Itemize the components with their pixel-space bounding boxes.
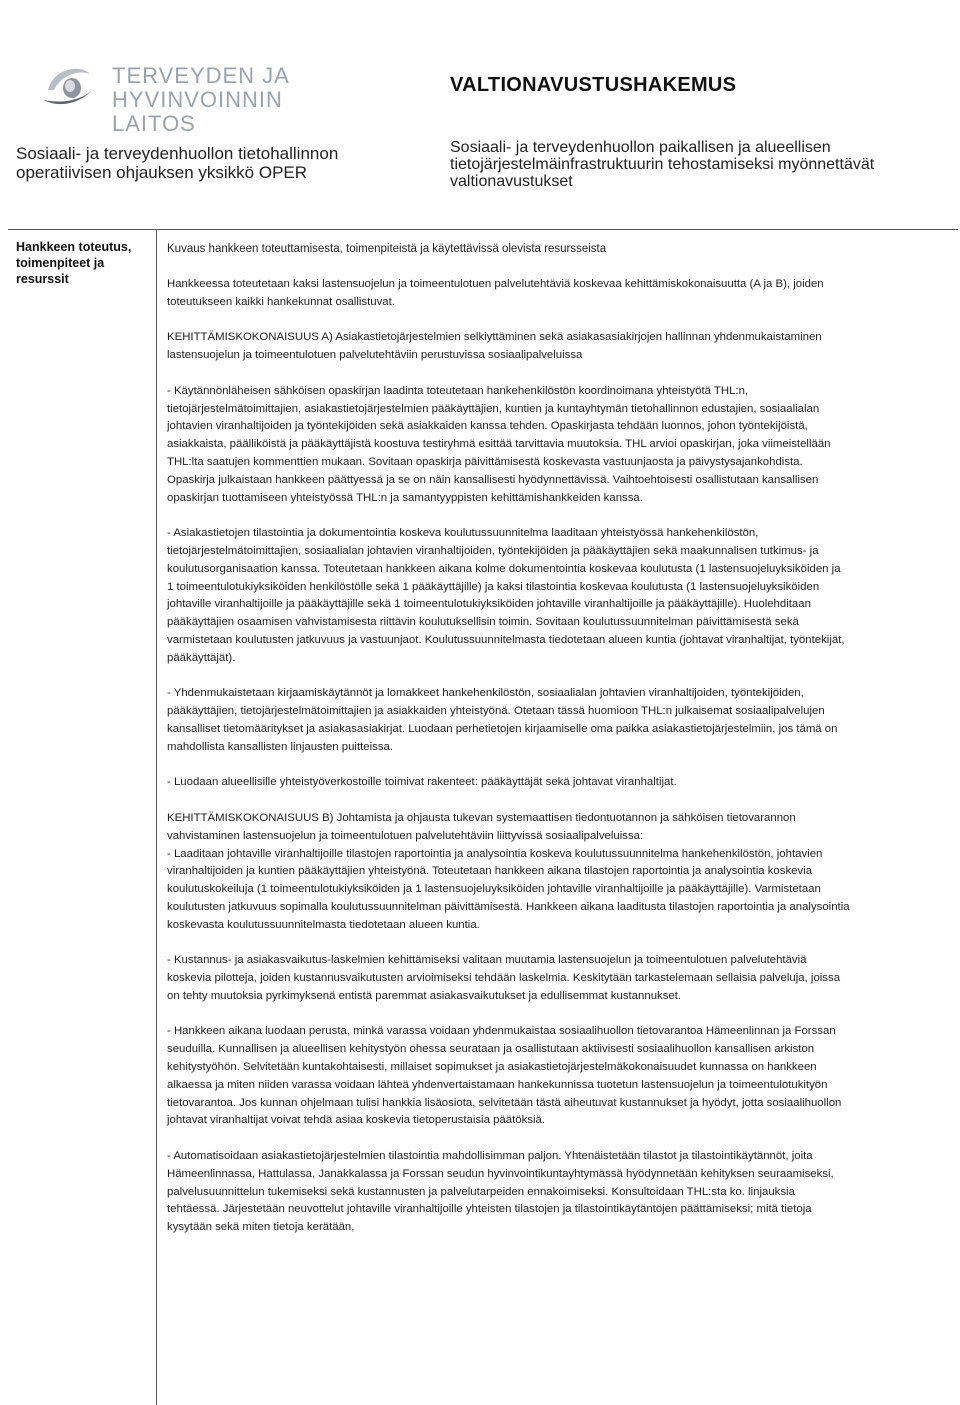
table-top-rule [8,229,958,230]
paragraph: - Käytännönläheisen sähköisen opaskirjan laadinta toteutetaan hankehenkilöstön koordinoimana yhteistyötä THL:n, tietojärjestelmätoimittajien, asiakastietojärjestelmien pääkäyttäjien, kuntien ja kuntayhtymän tietohallinnon edustajien, sosiaalialan johtavien viranhaltijoiden ja työntekijöiden sekä asiakkaiden kanssa tehden. Opaskirjasta tehdään luonnos, johon työntekijöistä, asiakkaista, päälliköistä ja pääkäyttäjistä koostuva testiryhmä esittää tarvittavia muutoksia. THL arvioi opaskirjan, joka viimeistellään THL:lta saatujen kommenttien mukaan. Sovitaan opaskirja päivittämisestä koskevasta vastuunjaosta ja päivystysajankohdista. Opaskirja julkaistaan hankkeen päättyessä ja se on näin kansallisesti hyödynnettävissä. Vaihtoehtoisesti osallistutaan kansallisen opaskirjan tuottamiseen yhteistyössä THL:n ja samantyyppisten kehittämishankkeiden kanssa. [167,384,831,504]
paragraph: - Hankkeen aikana luodaan perusta, minkä varassa voidaan yhdenmukaistaa sosiaalihuollon tietovarantoa Hämeenlinnan ja Forssan seuduilla. Kunnallisen ja alueellisen kehitystyön ohessa seurataan ja osallistutaan aktiivisesti sosiaalihuollon kansallisen arkiston kehitystyöhön. Selvitetään kuntakohtaisesti, millaiset sopimukset ja asiakastietojärjestelmäkokonaisuudet kunnassa on hankkeen alkaessa ja miten niiden varassa voidaan lähteä yhdenvertaistamaan hankekunnissa tuotetun lastensuojelun ja toimeentulotukityön tietovarantoa. Jos kunnan ohjelmaan tulisi hankkia lisäosiota, selvitetään tästä aiheutuvat kustannukset ja hyödyt, jotta sosiaalihuollon johtavat viranhaltijat voivat tehdä asiaa koskevia tietoperustaisia päätöksiä. [167,1025,842,1127]
paragraph: - Luodaan alueellisille yhteistyöverkostoille toimivat rakenteet: pääkäyttäjät sekä johtavat viranhaltijat. [167,776,677,789]
paragraph: - Kustannus- ja asiakasvaikutus-laskelmien kehittämiseksi valitaan muutamia lastensuojelun ja toimeentulotuen palvelutehtäviä koskevia pilotteja, joiden kustannusvaikutusten arvioimiseksi tehdään laskelmia. Keskitytään tarkastelemaan sellaisia palveluja, joissa on tehty muutoksia pyrkimyksenä entistä paremmat asiakasvaikutukset ja edullisemmat kustannukset. [167,954,841,1002]
table-column-divider [156,229,157,1405]
logo-line-2: HYVINVOINNIN LAITOS [112,87,283,136]
section-heading: Kuvaus hankkeen toteuttamisesta, toimenpiteistä ja käytettävissä olevista resursseista [167,243,607,255]
section-body [167,276,850,1255]
paragraph: - Asiakastietojen tilastointia ja dokumentointia koskeva koulutussuunnitelma laaditaan yhteistyössä hankehenkilöstön, tietojärjestelmätoimittajien, sosiaalialan johtavien viranhaltijoiden, työntekijöiden ja pääkäyttäjien sekä maakunnalisen tutkimus- ja koulutusorganisaation kanssa. Toteutetaan hankkeen aikana kolme dokumentointia koskevaa koulutusta (1 lastensuojeluyksiköiden ja 1 toimeentulotukiyksiköiden henkilöstölle sekä 1 pääkäyttäjille) ja kaksi tilastointia koskevaa koulutusta (1 lastensuojeluyksiköiden johtaville viranhaltijoille ja pääkäyttäjille sekä 1 toimeentulotukiyksiköiden johtaville viranhaltijoille ja pääkäyttäjille). Huolehditaan pääkäyttäjien osaamisen vahvistamisesta riittävin koulutuksellisin toimin. Sovitaan koulutussuunnitelman päivittämisestä sekä varmistetaan koulutusten jatkuvuus ja vastuunjaot. Koulutussuunnitelmasta tiedotetaan alueen kuntia (johtavat viranhaltijat, työntekijät, pääkäyttäjät). [167,527,845,664]
paragraph: KEHITTÄMISKOKONAISUUS B) Johtamista ja ohjausta tukevan systemaattisen tiedontuotannon ja sähköisen tietovarannon vahvistaminen lastensuojelun ja toimeentulotuen palvelutehtäviin liittyvissä sosiaalipalveluissa: - Laaditaan johtaville viranhaltijoille tilastojen raportointia ja analysointia koskeva koulutussuunnitelma hankehenkilöstön, johtavien viranhaltijoiden ja kuntien pääkäyttäjien yhteistyönä. Toteutetaan hankkeen aikana tilastojen raportointia ja analysointia koskevia koulutuskokeiluja (1 toimeentulotukiyksiköiden ja 1 lastensuojeluyksiköiden johtaville viranhaltijoille ja pääkäyttäjille). Varmistetaan koulutusten jatkuvuus sopimalla koulutussuunnitelman päivittämisestä. Hankkeen aikana laaditusta tilastojen raportointia ja analysointia koskevasta koulutussuunnitelmasta tiedotetaan alueen kuntia. [167,811,850,931]
paragraph: KEHITTÄMISKOKONAISUUS A) Asiakastietojärjestelmien selkiyttäminen sekä asiakasasiakirjojen hallinnan yhdenmukaistaminen lastensuojelun ja toimeentulotuen palvelutehtäviin perustuvissa sosiaalipalveluissa [167,331,822,362]
paragraph: - Yhdenmukaistetaan kirjaamiskäytännöt ja lomakkeet hankehenkilöstön, sosiaalialan johtavien viranhaltijoiden, työntekijöiden, pääkäyttäjien, tietojärjestelmätoimittajien ja asiakkaiden yhteistyönä. Otetaan tässä huomioon THL:n julkaisemat sosiaalipalvelujen kansalliset tietomääritykset ja asiakasasiakirjat. Luodaan perhetietojen kirjaamiselle oma paikka asiakastietojärjestelmiin, jos tämä on mahdollista kansallisten linjausten puitteissa. [167,687,838,753]
paragraph: - Automatisoidaan asiakastietojärjestelmien tilastointia mahdollisimman paljon. Yhtenäistetään tilastot ja tilastointikäytännöt, joita Hämeenlinnassa, Hattulassa, Janakkalassa ja Forssan seudun hyvinvointikuntayhtymässä hyödynnetään kehityksen seuraamiseksi, palvelusuunnittelun tukemiseksi sekä kustannusten ja palvelutarpeiden ennakoimiseksi. Konsultoidaan THL:sta ko. linjauksia tehtäessä. Järjestetään neuvottelut johtaville viranhaltijoille yhteisten tilastojen ja tilastointikäytäntöjen päättämiseksi; mitä tietoja kysytään sekä miten tietoja kerätään, [167,1150,834,1234]
document-title: VALTIONAVUSTUSHAKEMUS [450,74,737,96]
thl-logo-icon [40,60,96,112]
organization-logo [40,60,360,136]
section-label: Hankkeen toteutus, toimenpiteet ja resurssit [16,240,132,286]
document-subtitle: Sosiaali- ja terveydenhuollon paikallisen ja alueellisen tietojärjestelmäinfrastruktuurin tehostamiseksi myönnettävät valtionavustukset [450,139,875,190]
organization-unit: Sosiaali- ja terveydenhuollon tietohallinnon operatiivisen ohjauksen yksikkö OPER [16,144,339,182]
paragraph: Hankkeessa toteutetaan kaksi lastensuojelun ja toimeentulotuen palvelutehtäviä koskevaa kehittämiskokonaisuutta (A ja B), joiden toteutukseen kaikki hankekunnat osallistuvat. [167,278,824,308]
logo-wordmark [112,64,360,136]
logo-line-1: TERVEYDEN JA [112,63,290,88]
